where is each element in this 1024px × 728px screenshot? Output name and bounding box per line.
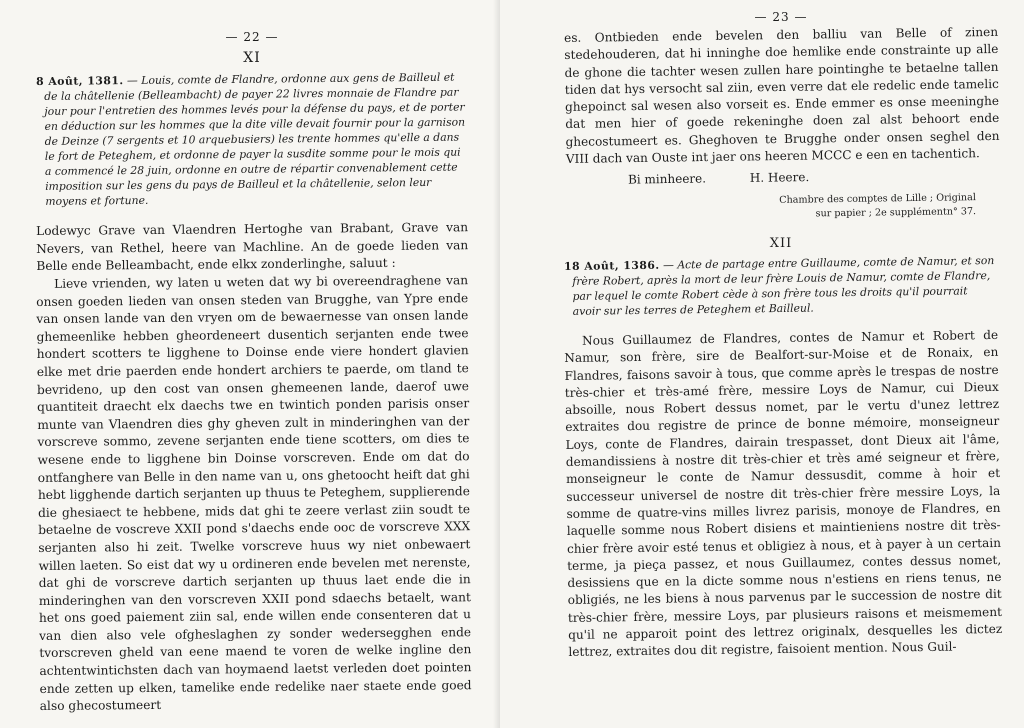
- charter-opening: Lodewyc Grave van Vlaendren Hertoghe van Brabant, Grave van Nevers, van Rethel, heere van Machline. An de goede lieden van Belle ende Belleambacht, ende elkx zonderlinghe, saluut :: [36, 220, 469, 274]
- summary-date: 18 Août, 1386.: [564, 259, 660, 274]
- charter-body-text: Lieve vrienden, wy laten u weten dat wy bi overeendraghene van onsen goeden lieden van onsen steden van Brugghe, van Ypre ende van onsen lande van den vryen om de bewaernesse van onsen lande ghemeenlike hebben gheordeneert dusentich serjanten ende twee hondert scotters te ligghene to Doinse ende viere hondert glavien elke met drie paerden ende hondert archiers te paerde, om tland te bevrideno, up den cost van onsen ghemeenen lande, daerof uwe quantiteit draecht elx daechs twe en twintich ponden parisis onser munte van Vlaendren dies ghy gheven zult in minderinghen van der vorscreve sommo, zevene serjanten ende tiene scotters, om dies te wesene ende to ligghene bin Doinse vorscreven. Ende om dat do ontfanghere van Belle in den name van u, ons ghetoocht heift dat ghi hebt ligghende dartich serjanten up thuus te Peteghem, supplierende die ghesiaect te hebbene, mids dat ghi te zeere verlast ziin soudt te betaelne de voscreve XXII pond s'daechs ende ooc de vorscreve XXX serjanten also hi zeit. Twelke vorscreve huus wy niet onbewaert willen laeten. So eist dat wy u ordineren ende bevelen met nerenste, dat ghi de vorscreve dartich serjanten up thuus laet ende die in minderinghen van den vorscreven XXII pond sdaechs betaelt, want het ons goed paiement ziin sal, ende willen ende consenteren dat u van dien also vele ofgheslaghen zy sonder wedersegghen ende tvorscreven gheld van eene maend te voren de welke ingline den achtentwintichsten dach van hoymaend laetst verleden doet pointen ende zetten up elken, tamelike ende redelike naer staete ende goed also ghecostumeert: [36, 273, 472, 714]
- left-page: [0, 0, 500, 728]
- source-line-1: Chambre des comptes de Lille ; Original: [779, 192, 976, 207]
- signature-line: [628, 168, 998, 187]
- charter-continuation: es. Ontbieden ende bevelen den balliu van Belle of zinen stedehouderen, dat hi inninghe doe hemlike ende constrainte up alle de ghone die tachter wesen zullen hare pointinghe te betaelne tallen tiden dat hys versocht sal ziin, even verre dat ele redelic ende tamelic ghepoinct sal wesen also vorseit es. Ende emmer es onse meeninghe dat men hier of goede rekeninghe doen zal alst behoort ende ghecostumeert es. Gheghoven te Brugghe onder onsen seghel den VIII dach van Ouste int jaer ons heeren MCCC e een en tachentich.: [564, 24, 1000, 167]
- charter-body: [564, 327, 1003, 662]
- charter-body-text: Nous Guillaumez de Flandres, contes de Namur et Robert de Namur, son frère, sire de Bealfort-sur-Moise et de Ronaix, en Flandres, faisons savoir à tous, que comme après le trespas de nostre très-chier et très-amé frère, messire Loys de Namur, cui Dieux absoille, nous Robert dessus nomet, par le vertu d'unez lettrez extraites dou registre de prince de bonne mémoire, monseigneur Loys, conte de Flandres, dairain trespasset, dont Dieux ait l'âme, demandissiens à nostre dit très-chier et très amé seigneur et frère, monseigneur le conte de Namur dessusdit, comme à hoir et successeur universel de nostre dit très-chier frère messire Loys, la somme de quatre-vins milles livrez parisis, monoye de Flandres, en laquelle somme nous Robert disiens et maintieniens nostre dit très-chier frère avoir esté tenus et obligiez à nous, et à payer à un certain terme, ja pieça passez, et nous Guillaumez, contes dessus nomet, desissiens que en la dicte somme nous n'estiens en riens tenus, ne obligiés, ne les biens à nous parvenus par le succession de nostre dit très-chier frère, messire Loys, par plusieurs raisons et meismement qu'il ne apparoit point des lettrez originalx, desquelles les dictez lettrez, extraites dou dit registre, faisoient mention. Nous Guil-: [564, 328, 1003, 660]
- signature-by-order: Bi minheere.: [627, 171, 707, 187]
- summary-date: 8 Août, 1381.: [36, 74, 124, 88]
- page-number: — 22 —: [225, 30, 279, 44]
- archival-source: [564, 192, 976, 226]
- charter-body: [36, 272, 472, 716]
- summary-text: — Acte de partage entre Guillaume, comte de Namur, et son frère Robert, après la mort de leur frère Louis de Namur, comte de Flandre, par lequel le comte Robert cède à son frère tous les droits qu'il pourrait avoir sur les terres de Peteghem et Bailleul.: [572, 254, 995, 319]
- section-number: XII: [769, 236, 793, 252]
- right-page: [500, 0, 1024, 728]
- page-number: — 23 —: [754, 10, 808, 24]
- document-summary: [564, 253, 999, 319]
- signature-clerk: H. Heere.: [749, 170, 810, 186]
- section-number: XI: [243, 50, 261, 66]
- summary-text: — Louis, comte de Flandre, ordonne aux gens de Bailleul et de la châtellenie (Belleambacht) de payer 22 livres monnaie de Flandre par jour pour l'entretien des hommes levés pour la défense du pays, et de porter en déduction sur les hommes que la dite ville devait fournir pour la garnison de Deinze (7 sergents et 10 arquebusiers) les trente hommes qu'elle a dans le fort de Peteghem, et ordonne de payer la susdite somme pour le mois qui a commencé le 28 juin, ordonne en outre de répartir convenablement cette imposition sur les gens du pays de Bailleul et la châtellenie, selon leur moyens et fortune.: [44, 70, 466, 208]
- source-line-2: sur papier ; 2e supplémentn° 37.: [815, 206, 977, 220]
- document-summary: [36, 69, 469, 209]
